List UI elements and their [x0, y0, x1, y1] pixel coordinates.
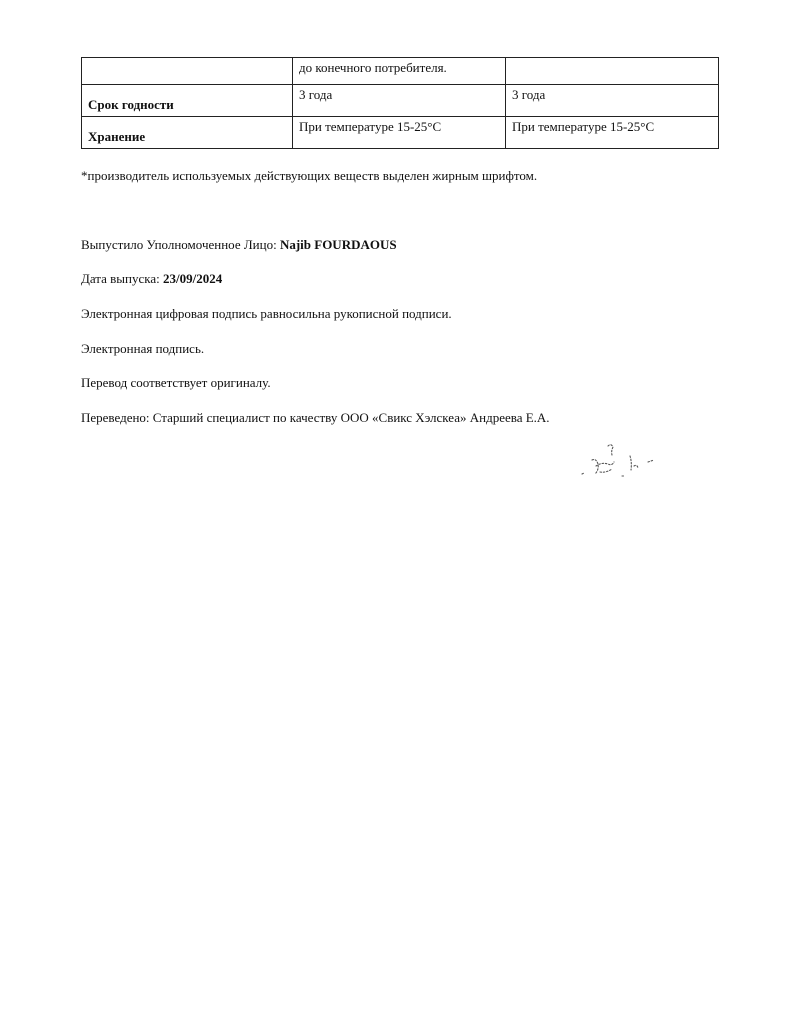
spec-table	[81, 57, 719, 149]
issue-date-line	[81, 271, 222, 287]
table-cell	[506, 58, 719, 85]
row-label	[82, 58, 293, 85]
translated-by: Переведено: Старший специалист по качеству ООО «Свикс Хэлскеа» Андреева Е.А.	[81, 410, 550, 425]
table-cell: 3 года	[506, 85, 719, 117]
handwritten-signature	[578, 438, 668, 480]
e-signature-note: Электронная цифровая подпись равносильна рукописной подписи.	[81, 306, 452, 321]
table-cell: При температуре 15-25°С	[293, 117, 506, 149]
issue-date-value: 23/09/2024	[163, 271, 223, 286]
table-row	[82, 117, 719, 149]
e-signature-text: Электронная подпись.	[81, 341, 205, 356]
table-cell: до конечного потребителя.	[293, 58, 506, 85]
row-label: Срок годности	[82, 85, 293, 117]
row-label: Хранение	[82, 117, 293, 149]
issued-by-line	[81, 237, 397, 253]
table-row	[82, 58, 719, 85]
issued-by-name: Najib FOURDAOUS	[279, 237, 397, 252]
table-cell: При температуре 15-25°С	[506, 117, 719, 149]
issued-by-label: Выпустило Уполномоченное Лицо:	[81, 237, 280, 252]
issue-date-label: Дата выпуска:	[81, 271, 164, 286]
table-row	[82, 85, 719, 117]
table-cell: 3 года	[293, 85, 506, 117]
footnote: *производитель используемых действующих веществ выделен жирным шрифтом.	[81, 168, 538, 183]
translation-note: Перевод соответствует оригиналу.	[81, 375, 271, 390]
